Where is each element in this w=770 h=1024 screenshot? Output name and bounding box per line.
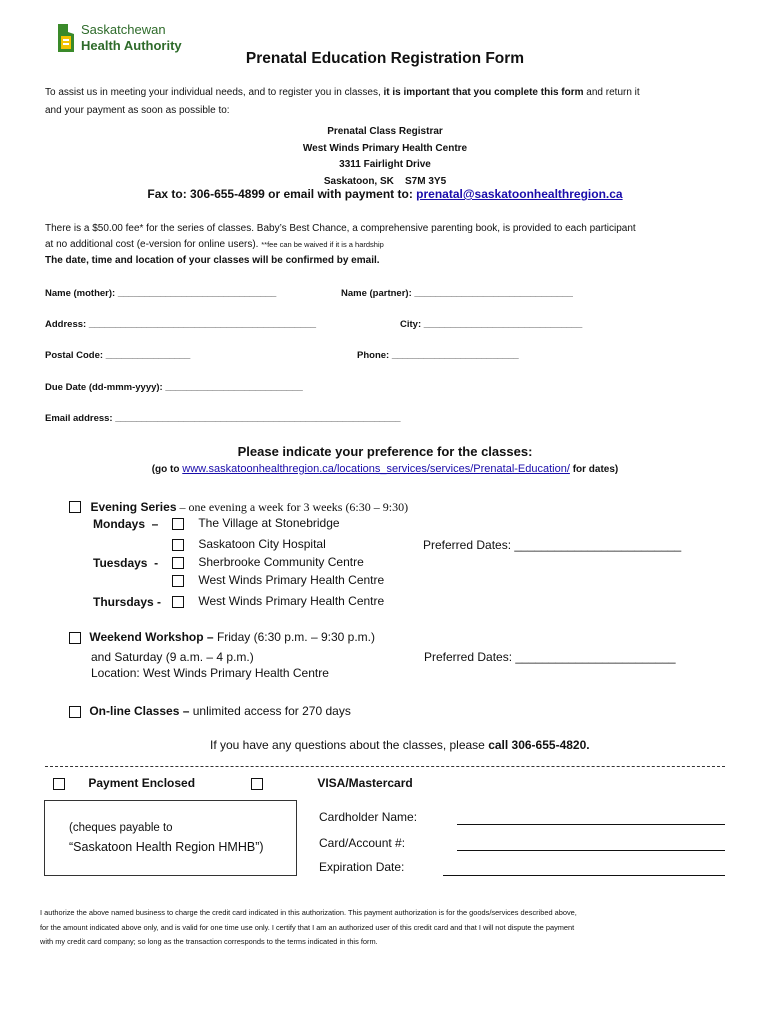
field-address[interactable]: Address: ___________________________________________ <box>45 319 317 330</box>
visa-row <box>251 776 413 790</box>
weekend-workshop-checkbox[interactable] <box>69 632 81 644</box>
online-classes-desc: unlimited access for 270 days <box>192 704 351 718</box>
fee-note: **fee can be waived if it is a hardship <box>261 240 384 249</box>
expiry-line[interactable] <box>443 875 725 876</box>
west-winds-thu-label: West Winds Primary Health Centre <box>198 594 385 608</box>
weekend-workshop-title: Weekend Workshop – <box>89 630 217 644</box>
fee-line1: There is a $50.00 fee* for the series of classes. Baby’s Best Chance, a comprehensive parenting book, is provided to each participant <box>45 223 636 234</box>
go-prefix: (go to <box>151 464 183 475</box>
go-suffix: for dates) <box>569 464 619 475</box>
logo-line1: Saskatchewan <box>81 22 166 37</box>
weekend-line2: and Saturday (9 a.m. – 4 p.m.) <box>91 650 254 664</box>
authorization-line3: with my credit card company; so long as the transaction corresponds to the terms indicated in this form. <box>40 937 378 947</box>
intro-text-2: and return it <box>583 87 640 98</box>
account-label: Card/Account #: <box>319 836 406 850</box>
weekend-workshop-row <box>69 630 375 644</box>
sherbrooke-checkbox[interactable] <box>172 557 184 569</box>
fee-confirm: The date, time and location of your classes will be confirmed by email. <box>45 255 380 266</box>
online-classes-title: On-line Classes – <box>89 704 193 718</box>
email-link[interactable]: prenatal@saskatoonhealthregion.ca <box>416 187 623 201</box>
authorization-line2: for the amount indicated above only, and is valid for one time use only. I certify that I am an authorized user of this credit card and that I will not dispute the payment <box>40 922 575 932</box>
expiry-label: Expiration Date: <box>319 860 405 874</box>
west-winds-thu-checkbox[interactable] <box>172 596 184 608</box>
divider <box>45 766 725 767</box>
cheque-box <box>44 800 297 876</box>
option-west-winds-thu <box>172 594 384 608</box>
evening-series-desc: – one evening a week for 3 weeks (6:30 – 9:30) <box>176 500 409 514</box>
west-winds-tue-label: West Winds Primary Health Centre <box>198 573 385 587</box>
address-block <box>0 124 770 190</box>
address-line3: 3311 Fairlight Drive <box>339 159 431 170</box>
contact-prefix: Fax to: 306-655-4899 or email with payment to: <box>147 187 417 201</box>
option-west-winds-tue <box>172 573 384 587</box>
dates-link[interactable]: www.saskatoonhealthregion.ca/locations_services/services/Prenatal-Education/ <box>182 463 570 475</box>
visa-checkbox[interactable] <box>251 778 263 790</box>
field-due-date[interactable]: Due Date (dd-mmm-yyyy): __________________________ <box>45 382 303 393</box>
cheque-line1: (cheques payable to <box>69 822 173 834</box>
online-classes-checkbox[interactable] <box>69 706 81 718</box>
page-title: Prenatal Education Registration Form <box>245 50 525 67</box>
field-name-mother[interactable]: Name (mother): ______________________________ <box>45 288 277 299</box>
option-stonebridge <box>172 516 340 530</box>
visa-label: VISA/Mastercard <box>317 776 413 790</box>
address-line1: Prenatal Class Registrar <box>327 126 443 137</box>
payment-enclosed-row <box>53 776 195 790</box>
address-line4: Saskatoon, SK S7M 3Y5 <box>323 175 447 187</box>
weekend-preferred-dates[interactable]: Preferred Dates: ________________________ <box>424 650 676 664</box>
option-city-hospital <box>172 537 326 551</box>
preference-go <box>0 463 770 475</box>
intro-text-1: To assist us in meeting your individual needs, and to register you in classes, <box>45 87 384 98</box>
logo-line2: Health Authority <box>81 38 182 53</box>
stonebridge-label: The Village at Stonebridge <box>198 516 340 530</box>
account-line[interactable] <box>457 850 725 851</box>
evening-preferred-dates[interactable]: Preferred Dates: _________________________ <box>423 538 682 552</box>
sherbrooke-label: Sherbrooke Community Centre <box>198 555 364 569</box>
option-sherbrooke <box>172 555 364 569</box>
tuesdays-label: Tuesdays - <box>93 556 159 570</box>
fee-line2 <box>45 239 384 250</box>
evening-series-row <box>69 498 408 516</box>
mondays-label: Mondays – <box>93 517 159 531</box>
authorization-text <box>40 906 577 950</box>
city-hospital-label: Saskatoon City Hospital <box>198 537 326 551</box>
preference-heading: Please indicate your preference for the classes: <box>237 444 533 459</box>
field-postal-code[interactable]: Postal Code: ________________ <box>45 350 191 361</box>
weekend-line1: Friday (6:30 p.m. – 9:30 p.m.) <box>216 630 375 644</box>
cardholder-label: Cardholder Name: <box>319 810 418 824</box>
questions-phone: call 306-655-4820. <box>488 738 590 752</box>
field-name-partner[interactable]: Name (partner): ______________________________ <box>341 288 573 299</box>
evening-series-title: Evening Series <box>90 500 177 514</box>
evening-series-checkbox[interactable] <box>69 501 81 513</box>
field-city[interactable]: City: ______________________________ <box>400 319 583 330</box>
intro-bold: it is important that you complete this form <box>383 87 584 98</box>
field-email[interactable]: Email address: ______________________________________________________ <box>45 413 401 424</box>
thursdays-label: Thursdays - <box>93 595 162 609</box>
city-hospital-checkbox[interactable] <box>172 539 184 551</box>
questions-text: If you have any questions about the classes, please <box>210 738 489 752</box>
weekend-line3: Location: West Winds Primary Health Centre <box>91 666 329 680</box>
intro-line2: and your payment as soon as possible to: <box>45 105 230 116</box>
online-classes-row <box>69 704 351 718</box>
cardholder-line[interactable] <box>457 824 725 825</box>
payment-enclosed-label: Payment Enclosed <box>88 776 196 790</box>
questions-line <box>210 738 590 752</box>
intro-line1 <box>45 87 640 98</box>
payment-enclosed-checkbox[interactable] <box>53 778 65 790</box>
west-winds-tue-checkbox[interactable] <box>172 575 184 587</box>
authorization-line1: I authorize the above named business to charge the credit card indicated in this authorization. This payment authorization is for the goods/services described above, <box>40 908 577 917</box>
contact-line <box>0 187 770 201</box>
address-line2: West Winds Primary Health Centre <box>302 142 468 154</box>
field-phone[interactable]: Phone: ________________________ <box>357 350 519 361</box>
fee-text: at no additional cost (e-version for online users). <box>45 239 262 250</box>
stonebridge-checkbox[interactable] <box>172 518 184 530</box>
cheque-line2: “Saskatoon Health Region HMHB”) <box>69 840 264 854</box>
